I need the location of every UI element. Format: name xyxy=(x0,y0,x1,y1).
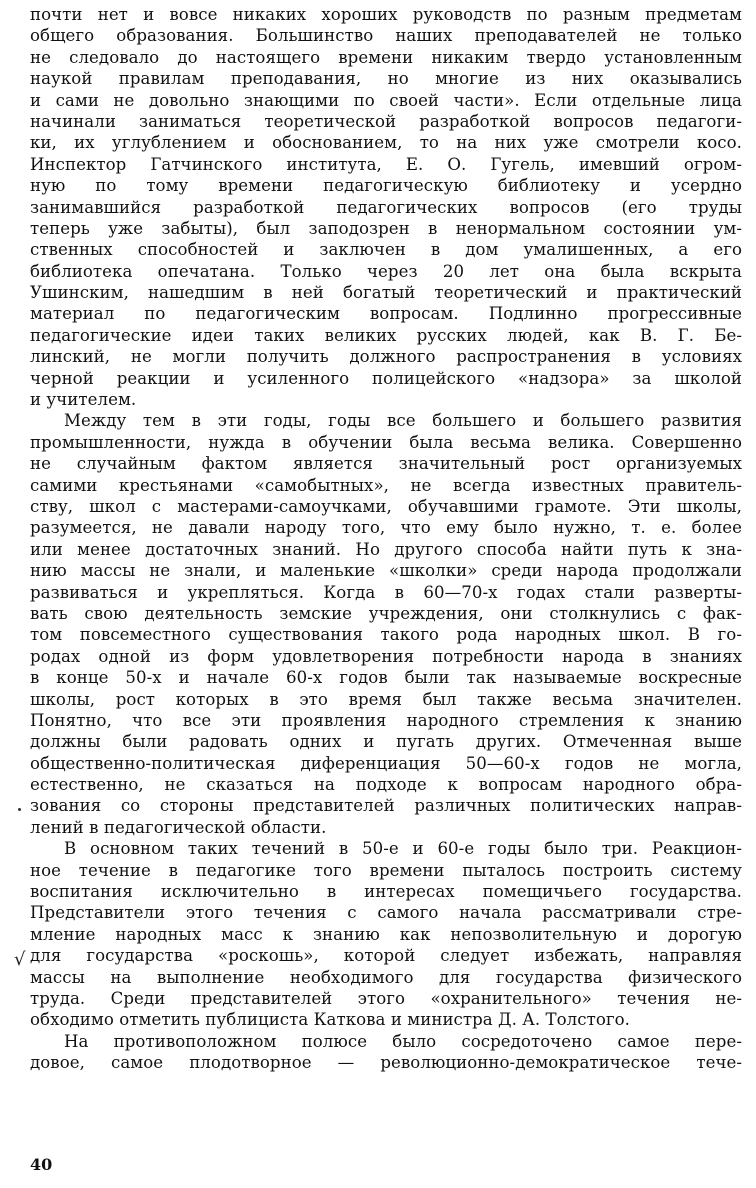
text-line: для государства «роскошь», которой следует избежать, направляя xyxy=(30,946,742,966)
text-line: Представители этого течения с самого начала рассматривали стре- xyxy=(30,903,742,923)
text-line: том повсеместного существования такого рода народных школ. В го- xyxy=(30,625,742,645)
text-line: лений в педагогической области. xyxy=(30,817,327,837)
text-line: и сами не довольно знающими по своей части». Если отдельные лица xyxy=(30,90,742,110)
text-line: вать свою деятельность земские учреждения, они столкнулись с фак- xyxy=(30,603,742,623)
text-line: зования со стороны представителей различных политических направ- xyxy=(30,796,742,816)
text-line: довое, самое плодотворное — революционно-демократическое тече- xyxy=(30,1053,742,1073)
text-line: Ушинским, нашедшим в ней богатый теоретический и практический xyxy=(30,283,742,303)
text-line: В основном таких течений в 50-е и 60-е годы было три. Реакцион- xyxy=(64,839,742,859)
text-line: ственных способностей и заключен в дом умалишенных, а его xyxy=(30,240,742,260)
text-line: ки, их углублением и обоснованием, то на них уже смотрели косо. xyxy=(30,133,742,153)
page-number: 40 xyxy=(30,1155,53,1174)
margin-dot-mark xyxy=(18,808,21,811)
text-line: начинали заниматься теоретической разработкой вопросов педагоги- xyxy=(30,111,742,131)
text-line: развиваться и укрепляться. Когда в 60—70-х годах стали разверты- xyxy=(30,582,742,602)
text-line: самими крестьянами «самобытных», не всегда известных правитель- xyxy=(30,475,742,495)
paragraph xyxy=(30,838,742,1031)
text-line: и учителем. xyxy=(30,390,137,410)
text-line: педагогические идеи таких великих русских людей, как В. Г. Бе- xyxy=(30,325,742,345)
text-line: массы на выполнение необходимого для государства физического xyxy=(30,967,742,987)
text-line: разумеется, не давали народу того, что ему было нужно, т. е. более xyxy=(30,518,742,538)
text-line: общего образования. Большинство наших преподавателей не только xyxy=(30,26,742,46)
text-line: должны были радовать одних и пугать других. Отмеченная выше xyxy=(30,732,742,752)
text-line: Инспектор Гатчинского института, Е. О. Гугель, имевший огром- xyxy=(30,154,742,174)
text-line: труда. Среди представителей этого «охранительного» течения не- xyxy=(30,988,742,1008)
text-line: не случайным фактом является значительный рост организуемых xyxy=(30,454,742,474)
text-line: промышленности, нужда в обучении была весьма велика. Совершенно xyxy=(30,432,742,452)
text-line: мление народных масс к знанию как непозволительную и дорогую xyxy=(30,924,742,944)
text-line: школы, рост которых в это время был также весьма значителен. xyxy=(30,689,742,709)
text-line: теперь уже забыты), был заподозрен в ненормальном состоянии ум- xyxy=(30,218,742,238)
document-body xyxy=(30,4,742,1074)
text-line: материал по педагогическим вопросам. Подлинно прогрессивные xyxy=(30,304,742,324)
text-line: ное течение в педагогике того времени пыталось построить систему xyxy=(30,860,742,880)
paragraph xyxy=(30,4,742,410)
text-line: нию массы не знали, и маленькие «школки» среди народа продолжали xyxy=(30,561,742,581)
text-line: почти нет и вовсе никаких хороших руководств по разным предметам xyxy=(30,5,742,24)
text-line: Понятно, что все эти проявления народного стремления к знанию xyxy=(30,710,742,730)
paragraph xyxy=(30,410,742,838)
text-line: занимавшийся разработкой педагогических вопросов (его труды xyxy=(30,197,742,217)
text-line: Между тем в эти годы, годы все большего и большего развития xyxy=(64,411,742,431)
text-line: обходимо отметить публициста Каткова и министра Д. А. Толстого. xyxy=(30,1010,630,1030)
text-line: общественно-политическая диференциация 50—60-х годов не могла, xyxy=(30,753,742,773)
text-line: воспитания исключительно в интересах помещичьего государства. xyxy=(30,882,742,902)
text-line: ную по тому времени педагогическую библиотеку и усердно xyxy=(30,176,742,196)
paragraph xyxy=(30,1031,742,1074)
text-line: родах одной из форм удовлетворения потребности народа в знаниях xyxy=(30,646,742,666)
text-line: черной реакции и усиленного полицейского «надзора» за школой xyxy=(30,368,742,388)
margin-check-mark: √ xyxy=(14,949,26,970)
text-line: не следовало до настоящего времени никаким твердо установленным xyxy=(30,47,742,67)
text-line: На противоположном полюсе было сосредоточено самое пере- xyxy=(64,1031,742,1051)
text-line: наукой правилам преподавания, но многие из них оказывались xyxy=(30,69,742,89)
text-line: линский, не могли получить должного распространения в условиях xyxy=(30,347,742,367)
text-line: в конце 50-х и начале 60-х годов были так называемые воскресные xyxy=(30,668,742,688)
text-line: библиотека опечатана. Только через 20 лет она была вскрыта xyxy=(30,261,742,281)
text-line: ству, школ с мастерами-самоучками, обучавшими грамоте. Эти школы, xyxy=(30,496,742,516)
text-line: естественно, не сказаться на подходе к вопросам народного обра- xyxy=(30,775,742,795)
text-line: или менее достаточных знаний. Но другого способа найти путь к зна- xyxy=(30,539,742,559)
